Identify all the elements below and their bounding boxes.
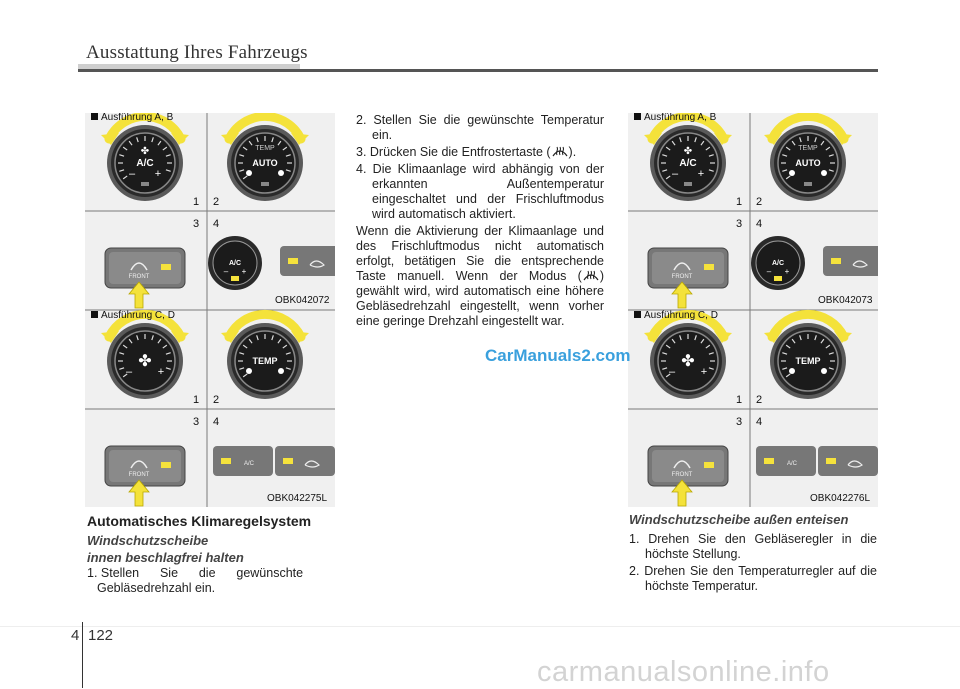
minus-label: – bbox=[125, 366, 133, 378]
figure-code-bottom: OBK042275L bbox=[267, 493, 328, 504]
step-4: 4. Die Klimaanlage wird abhängig von der erkannten Außentemperatur eingeschaltet und der Frischluftmodus wird automatisch aktiviert. bbox=[356, 162, 604, 221]
callout-number: 3 bbox=[193, 416, 200, 428]
figure-caption-bottom: Ausführung C, D bbox=[634, 310, 718, 321]
front-label: FRONT bbox=[671, 274, 693, 280]
recirculation-button bbox=[275, 446, 335, 476]
callout-number: 2 bbox=[213, 196, 220, 208]
front-defrost-button bbox=[105, 446, 185, 506]
recirculation-button bbox=[818, 446, 878, 476]
fan-icon: ✤ bbox=[140, 146, 150, 157]
front-defrost-button bbox=[648, 446, 728, 506]
minus-label: – bbox=[766, 267, 772, 276]
auto-label: AUTO bbox=[795, 158, 821, 168]
paragraph-ac-mode: Wenn die Aktivierung der Klimaanlage und des Frischluftmodus nicht automatisch erfolgt, betätigen Sie die entsprechende Taste manuell. Wenn der Modus ( ) gewählt wird, wird automatisch eine höhere Gebläsedrehzahl eingestellt, wenn vorher eine geringe Drehzahl eingestellt war. bbox=[356, 224, 604, 328]
page-number: 122 bbox=[88, 627, 114, 644]
minus-label: – bbox=[128, 168, 136, 180]
right-steps bbox=[629, 532, 877, 594]
recirculation-button bbox=[823, 246, 878, 276]
callout-number: 4 bbox=[756, 218, 763, 230]
subsection-heading-right: Windschutzscheibe außen enteisen bbox=[629, 512, 849, 527]
minus-label: – bbox=[223, 267, 229, 276]
front-defrost-button bbox=[648, 248, 728, 308]
callout-number: 4 bbox=[213, 416, 220, 428]
ac-button bbox=[756, 446, 816, 476]
step-2: 2. Stellen Sie die gewünschte Temperatur ein. bbox=[356, 113, 604, 142]
section-heading: Automatisches Klimaregelsystem bbox=[87, 513, 312, 529]
temperature-knob bbox=[764, 116, 852, 201]
front-label: FRONT bbox=[128, 274, 150, 280]
callout-number: 3 bbox=[736, 416, 743, 428]
callout-number: 4 bbox=[213, 218, 220, 230]
figure-code-bottom: OBK042276L bbox=[810, 493, 871, 504]
figure-right bbox=[628, 113, 878, 507]
ac-label: A/C bbox=[679, 158, 697, 169]
temp-label: TEMP bbox=[795, 356, 821, 366]
fan-speed-knob bbox=[101, 116, 189, 201]
callout-number: 1 bbox=[736, 394, 743, 406]
header-rule bbox=[78, 69, 878, 72]
ac-button bbox=[213, 446, 273, 476]
front-defrost-button bbox=[105, 248, 185, 308]
callout-number: 2 bbox=[756, 196, 763, 208]
callout-number: 1 bbox=[193, 394, 200, 406]
footer-line bbox=[0, 626, 960, 627]
watermark-carmanuals: CarManuals2.com bbox=[485, 346, 631, 365]
ac-label: A/C bbox=[243, 461, 255, 467]
temp-label: TEMP bbox=[798, 145, 818, 152]
figure-caption-top: Ausführung A, B bbox=[634, 113, 716, 123]
step-3: 3. Drücken Sie die Entfrostertaste ( ). bbox=[356, 145, 577, 159]
plus-label: + bbox=[154, 168, 162, 180]
plus-label: + bbox=[784, 267, 790, 276]
site-watermark: carmanualsonline.info bbox=[537, 656, 830, 688]
subsection-heading: Windschutzscheibe innen beschlagfrei halten bbox=[87, 533, 244, 565]
ac-knob bbox=[208, 236, 262, 290]
fan-speed-knob bbox=[101, 314, 189, 399]
callout-number: 3 bbox=[193, 218, 200, 230]
figure-caption-bottom: Ausführung C, D bbox=[91, 310, 175, 321]
fan-icon: ✤ bbox=[683, 146, 693, 157]
auto-label: AUTO bbox=[252, 158, 278, 168]
front-label: FRONT bbox=[128, 472, 150, 478]
plus-label: + bbox=[157, 366, 165, 378]
temperature-knob bbox=[764, 314, 852, 399]
figure-left bbox=[85, 113, 335, 507]
callout-number: 2 bbox=[756, 394, 763, 406]
ac-knob bbox=[751, 236, 805, 290]
temperature-knob bbox=[221, 116, 309, 201]
temperature-knob bbox=[221, 314, 309, 399]
callout-number: 1 bbox=[736, 196, 743, 208]
ac-label: A/C bbox=[228, 260, 242, 267]
fan-speed-knob bbox=[644, 314, 732, 399]
figure-code-top: OBK042072 bbox=[275, 295, 330, 306]
plus-label: + bbox=[697, 168, 705, 180]
figure-code-top: OBK042073 bbox=[818, 295, 873, 306]
temp-label: TEMP bbox=[252, 356, 278, 366]
footer-divider bbox=[82, 622, 83, 688]
fan-speed-knob bbox=[644, 116, 732, 201]
chapter-number: 4 bbox=[71, 627, 80, 644]
callout-number: 3 bbox=[736, 218, 743, 230]
callout-number: 2 bbox=[213, 394, 220, 406]
minus-label: – bbox=[671, 168, 679, 180]
ac-label: A/C bbox=[786, 461, 798, 467]
middle-column-text bbox=[356, 113, 604, 329]
plus-label: + bbox=[700, 366, 708, 378]
fan-icon: ✤ bbox=[138, 353, 152, 370]
callout-number: 1 bbox=[193, 196, 200, 208]
minus-label: – bbox=[668, 366, 676, 378]
temp-label: TEMP bbox=[255, 145, 275, 152]
right-step-1: 1. Drehen Sie den Gebläseregler in die höchste Stellung. bbox=[629, 532, 877, 561]
left-step-1: 1. Stellen Sie die gewünschte Gebläsedrehzahl ein. bbox=[87, 566, 304, 595]
ac-label: A/C bbox=[771, 260, 785, 267]
recirculation-button bbox=[280, 246, 335, 276]
defrost-icon bbox=[582, 269, 600, 282]
figure-caption-top: Ausführung A, B bbox=[91, 113, 173, 123]
right-step-2: 2. Drehen Sie den Temperaturregler auf die höchste Temperatur. bbox=[629, 564, 877, 593]
defrost-icon bbox=[551, 145, 569, 158]
callout-number: 4 bbox=[756, 416, 763, 428]
page-header-title: Ausstattung Ihres Fahrzeugs bbox=[86, 42, 308, 63]
fan-icon: ✤ bbox=[681, 353, 695, 370]
front-label: FRONT bbox=[671, 472, 693, 478]
plus-label: + bbox=[241, 267, 247, 276]
ac-label: A/C bbox=[136, 158, 154, 169]
